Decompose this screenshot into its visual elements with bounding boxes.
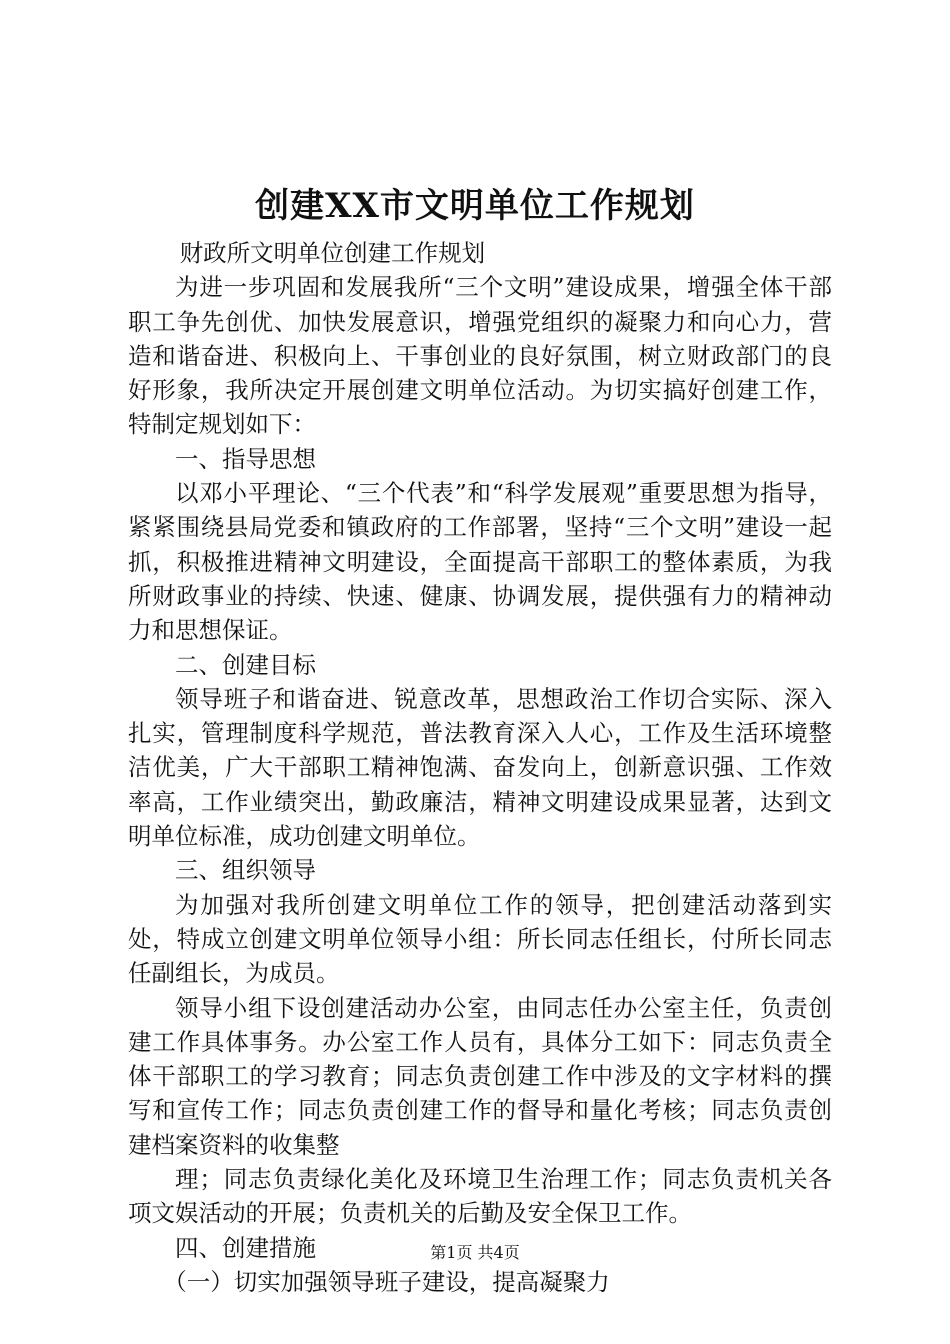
guiding-ideology-paragraph: 以邓小平理论、“三个代表”和“科学发展观”重要思想为指导，紧紧围绕县局党委和镇政府的工作部署，坚持“三个文明”建设一起抓，积极推进精神文明建设，全面提高干部职工的整体素质，为我所财政事业的持续、快速、健康、协调发展，提供强有力的精神动力和思想保证。 xyxy=(128,479,832,645)
intro-paragraph: 为进一步巩固和发展我所“三个文明”建设成果，增强全体干部职工争先创优、加快发展意识，增强党组织的凝聚力和向心力，营造和谐奋进、积极向上、干事创业的良好氛围，树立财政部门的良好形象，我所决定开展创建文明单位活动。为切实搞好创建工作，特制定规划如下： xyxy=(128,273,832,439)
section-heading-organization: 三、组织领导 xyxy=(175,856,316,885)
section-heading-goals: 二、创建目标 xyxy=(175,650,316,679)
goals-paragraph: 领导班子和谐奋进、锐意改革，思想政治工作切合实际、深入扎实，管理制度科学规范，普法教育深入人心，工作及生活环境整洁优美，广大干部职工精神饱满、奋发向上，创新意识强、工作效率高，工作业绩突出，勤政廉洁，精神文明建设成果显著，达到文明单位标准，成功创建文明单位。 xyxy=(128,684,832,851)
document-title: 创建XX市文明单位工作规划 xyxy=(255,186,695,226)
measure-item-1: （一）切实加强领导班子建设，提高凝聚力 xyxy=(163,1267,610,1296)
subtitle-paragraph: 财政所文明单位创建工作规划 xyxy=(179,239,486,267)
page-number-footer: 第1页 共4页 xyxy=(430,1243,520,1262)
document-body xyxy=(128,236,832,1299)
organization-paragraph: 为加强对我所创建文明单位工作的领导，把创建活动落到实处，特成立创建文明单位领导小组：所长同志任组长，付所长同志任副组长，为成员。 xyxy=(128,890,832,988)
section-heading-measures: 四、创建措施 xyxy=(175,1233,316,1262)
office-paragraph: 领导小组下设创建活动办公室，由同志任办公室主任，负责创建工作具体事务。办公室工作人员有，具体分工如下：同志负责全体干部职工的学习教育；同志负责创建工作中涉及的文字材料的撰写和宣传工作；同志负责创建工作的督导和量化考核；同志负责创建档案资料的收集整 xyxy=(128,993,832,1159)
office-paragraph-continued: 理；同志负责绿化美化及环境卫生治理工作；同志负责机关各项文娱活动的开展；负责机关的后勤及安全保卫工作。 xyxy=(128,1165,832,1228)
section-heading-guiding-ideology: 一、指导思想 xyxy=(175,444,316,473)
